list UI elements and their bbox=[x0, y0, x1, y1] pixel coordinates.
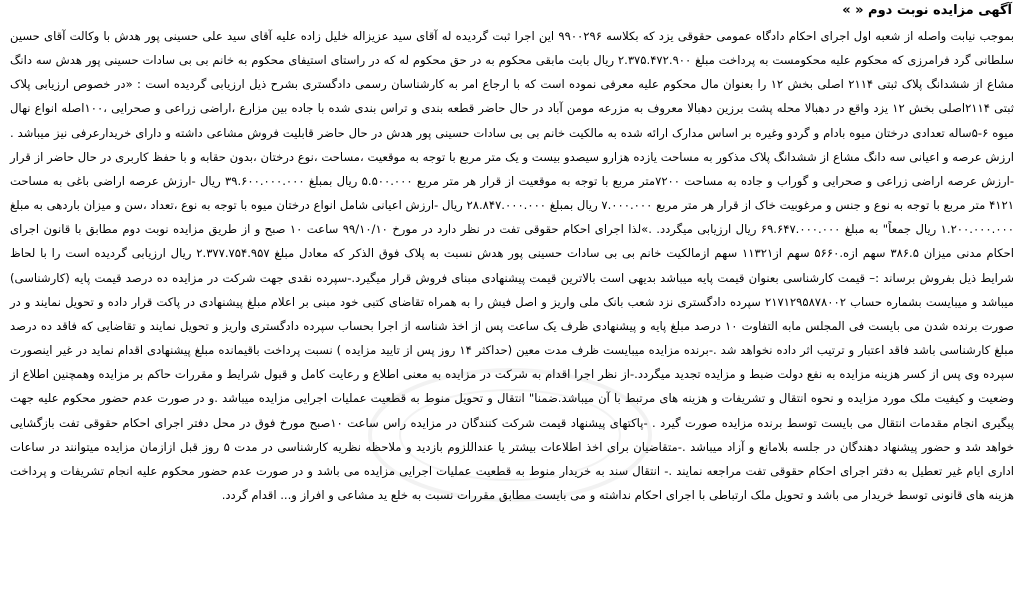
notice-title: آگهی مزایده نوبت دوم « » bbox=[842, 3, 1012, 18]
notice-body: بموجب نیابت واصله از شعبه اول اجرای احکام دادگاه عمومی حقوقی یزد که بکلاسه ۹۹۰۰۲۹۶ این اجرا ثبت گردیده له آقای سید عزیزاله خلیل زاده علیه آقای سید علی حسینی پور هدش با وکالت آقای حسین سلطانی گرد فرامرزی که محکوم علیه محکومست به پرداخت مبلغ ۲.۳۷۵.۴۷۲.۹۰۰ ریال بابت مابقی محکوم به در حق محکوم له که در راستای استیفای محکوم به خانم بی بی سادات حسینی پور هدش سه دانگ مشاع از ششدانگ پلاک ثبتی ۲۱۱۴ اصلی بخش ۱۲ را بعنوان مال محکوم علیه معرفی نموده است که با ارجاع امر به کارشناسان رسمی دادگستری بشرح ذیل ارزیابی گردیده است : «در خصوص ارزیابی پلاک ثبتی ۲۱۱۴اصلی بخش ۱۲ یزد واقع در دهبالا محله پشت برزین دهبالا معروف به مزرعه مومن آباد در حال حاضر قطعه بندی و تراس بندی شده با جاده بین مزارع ،اراضی زراعی و صحرایی ،۱۰۰اصله انواع نهال میوه ۶-۵ساله تعدادی درختان میوه بادام و گردو وغیره بر اساس مدارک ارائه شده به مالکیت خانم بی بی سادات حسینی پور هدش در حال حاضر قابلیت فروش مشاعی داشته و دارای خریدارعرفی نیز میباشد . ارزش عرصه و اعیانی سه دانگ مشاع از ششدانگ پلاک مذکور به مساحت یازده هزارو سیصدو بیست و یک متر مربع با توجه به موقعیت ،مساحت ،نوع درختان ،بدون حقابه و با حفظ کاربری در حال حاضر از قرار -ارزش عرصه اراضی زراعی و صحرایی و گوراب و جاده به مساحت ۷۲۰۰متر مربع با توجه به موقعیت از قرار هر متر مربع ۵.۵۰۰.۰۰۰ ریال بمبلغ ۳۹.۶۰۰.۰۰۰.۰۰۰ ریال -ارزش عرصه اراضی باغی به مساحت ۴۱۲۱ متر مربع با توجه به نوع و جنس و مرغوبیت خاک از قرار هر متر مربع ۷.۰۰۰.۰۰۰ ریال بمبلغ ۲۸.۸۴۷.۰۰۰.۰۰۰ ریال -ارزش اعیانی شامل انواع درختان میوه با توجه به نوع ،تعداد ،سن و میزان باردهی به مبلغ ۱.۲۰۰.۰۰۰.۰۰۰ ریال جمعاً" به مبلغ ۶۹.۶۴۷.۰۰۰.۰۰۰ ریال ارزیابی میگردد. .»لذا اجرای احکام حقوقی تفت در نظر دارد در مورخ ۹۹/۱۰/۱۰ ساعت ۱۰ صبح و از طریق مزایده نوبت دوم مطابق با قانون اجرای احکام مدنی میزان ۳۸۶.۵ سهم ازه.۵۶۶۰ سهم از۱۱۳۲۱ سهم ازمالکیت خانم بی بی سادات حسینی پور هدش نسبت به پلاک فوق الذکر که معادل مبلغ ۲.۳۷۷.۷۵۴.۹۵۷ ریال ارزیابی گردیده است را با لحاظ شرایط ذیل بفروش برساند :– قیمت کارشناسی بعنوان قیمت پایه میباشد بدیهی است بالاترین قیمت پیشنهادی مبنای فروش قرار میگیرد.-سپرده نقدی جهت شرکت در مزایده ده درصد قیمت پایه (کارشناسی) میباشد و میبایست بشماره حساب ۲۱۷۱۲۹۵۸۷۸۰۰۲ سپرده دادگستری نزد شعب بانک ملی واریز و اصل فیش را به همراه تقاضای کتبی خود مبنی بر اعلام مبلغ پیشنهادی در پاکت قرار داده و تحویل نمایند و در صورت برنده شدن می بایست فی المجلس مابه التفاوت ۱۰ درصد مبلغ پایه و پیشنهادی ظرف یک ساعت پس از اخذ شناسه از اجرا بحساب سپرده دادگستری واریز و تحویل نمایند و تقاضایی که فاقد ده درصد مبلغ کارشناسی باشد فاقد اعتبار و ترتیب اثر داده نخواهد شد .-برنده مزایده میبایست ظرف مدت معین (حداکثر ۱۴ روز پس از تایید مزایده ) نسبت پرداخت باقیمانده مبلغ پیشنهادی اقدام نماید در غیر اینصورت سپرده وی پس از کسر هزینه مزایده به نفع دولت ضبط و مزایده تجدید میگردد.-از نظر اجرا اقدام به شرکت در مزایده به معنی اطلاع و رعایت کامل و قبول شرایط و مقررات حاکم بر مزایده وهمچنین اطلاع از وضعیت و کیفیت ملک مورد مزایده و نحوه انتقال و تشریفات و هزینه های مرتبط با آن میباشد.ضمنا" انتقال و تحویل منوط به قطعیت عملیات اجرایی مزایده میباشد .و در صورت عدم حضور محکوم علیه جهت پیگیری انجام مقدمات انتقال می بایست توسط برنده مزایده صورت گیرد . -پاکتهای پیشنهاد قیمت شرکت کنندگان در مزایده راس ساعت ۱۰صبح مورخ فوق در محل دفتر اجرای احکام حقوقی تفت بازگشایی خواهد شد و حضور پیشنهاد دهندگان در جلسه بلامانع و آزاد میباشد .-متقاضیان برای اخذ اطلاعات بیشتر یا عنداللزوم بازدید و ملاحظه نظریه کارشناسی در مدت ۵ روز قبل ازازمان مزایده میتوانند در ساعات اداری ایام غیر تعطیل به دفتر اجرای احکام حقوقی تفت مراجعه نمایند .- انتقال سند به خریدار منوط به قطعیت عملیات اجرایی مزایده می باشد و در صورت عدم حضور محکوم علیه انجام تشریفات و پرداخت هزینه های قانونی توسط خریدار می باشد و تحویل ملک ارتباطی با اجرای احکام نداشته و می بایست مطابق مقررات نسبت به خلع ید مشاعی و افراز و... اقدام گردد. bbox=[10, 29, 1015, 502]
